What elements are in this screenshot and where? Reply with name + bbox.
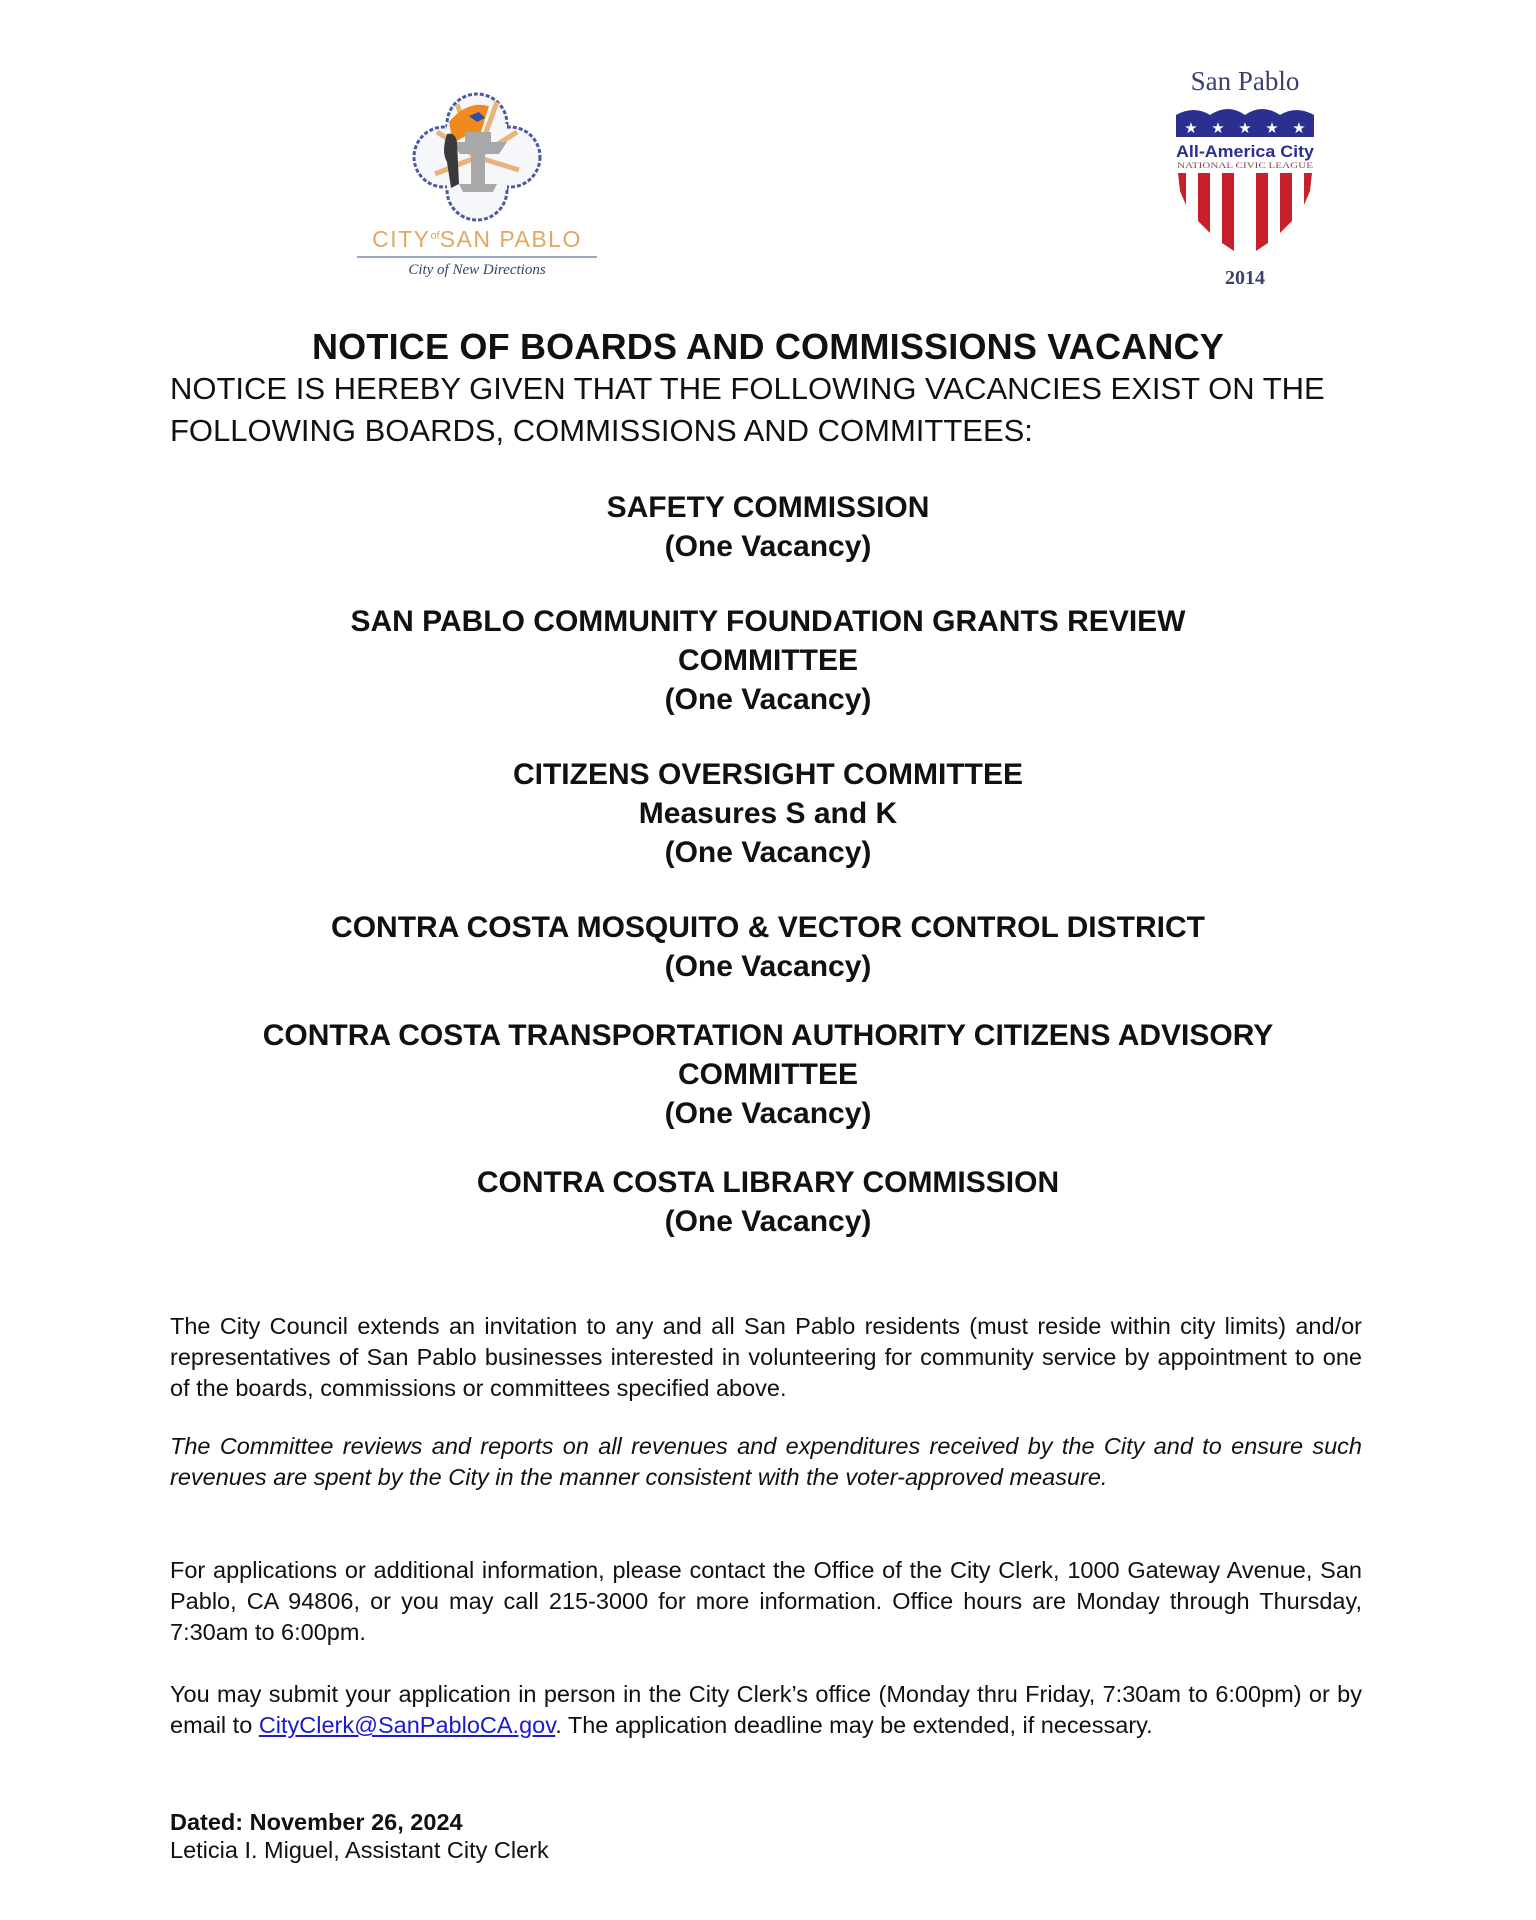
notice-title: NOTICE OF BOARDS AND COMMISSIONS VACANCY [311,326,1225,367]
city-of-san-pablo-logo [352,92,602,292]
vacancy-item [0,488,1536,566]
board-name: CONTRA COSTA TRANSPORTATION AUTHORITY CITIZENS ADVISORY COMMITTEE [262,1019,1274,1091]
committee-note-paragraph: The Committee reviews and reports on all revenues and expenditures received by the City and to ensure such revenues are spent by the City in the manner consistent with the voter-approved measure. [170,1433,1362,1490]
logo-divider [357,256,597,258]
board-name: CONTRA COSTA MOSQUITO & VECTOR CONTROL DISTRICT [331,911,1205,944]
submission-paragraph: You may submit your application in person in the City Clerk’s office (Monday thru Friday, 7:30am to 6:00pm) or by email to CityClerk@SanPabloCA.gov. The application deadline may be extended, if necessary. [170,1681,1362,1738]
board-name: SAN PABLO COMMUNITY FOUNDATION GRANTS REVIEW COMMITTEE [350,605,1186,677]
all-america-city-logo [1170,68,1320,290]
signoff [170,1808,549,1864]
aac-title: San Pablo [1190,66,1300,96]
vacancy-count: (One Vacancy) [664,1097,872,1130]
board-name: SAFETY COMMISSION [606,491,930,524]
vacancy-item [0,1016,1536,1133]
board-subtitle: Measures S and K [638,797,898,830]
city-tagline: City of New Directions [408,262,546,278]
invitation-paragraph: The City Council extends an invitation to any and all San Pablo residents (must reside within city limits) and/or representatives of San Pablo businesses interested in volunteering for community service by appointment to one of the boards, commissions or committees specified above. [170,1313,1362,1401]
aac-year: 2014 [1225,267,1265,289]
vacancy-item [0,1163,1536,1241]
aac-banner-text: All-America City [1176,142,1315,161]
vacancy-count: (One Vacancy) [664,1205,872,1238]
dated-line: Dated: November 26, 2024 [170,1809,463,1835]
svg-text:★: ★ [1292,119,1306,137]
vacancy-item [0,602,1536,719]
vacancy-count: (One Vacancy) [664,950,872,983]
vacancy-count: (One Vacancy) [664,683,872,716]
svg-text:★: ★ [1184,119,1198,137]
svg-text:NATIONAL CIVIC LEAGUE: NATIONAL CIVIC LEAGUE [1177,161,1314,170]
vacancy-item [0,908,1536,986]
city-name: $CITY^{of}SAN$ PABLO [372,226,582,252]
contact-info-paragraph: For applications or additional information, please contact the Office of the City Clerk, 1000 Gateway Avenue, San Pablo, CA 94806, or you may call 215-3000 for more information. Office hours are Monday through Thursday, 7:30am to 6:00pm. [170,1557,1362,1645]
vacancy-list [0,488,1536,1269]
notice-intro: NOTICE IS HEREBY GIVEN THAT THE FOLLOWING VACANCIES EXIST ON THE FOLLOWING BOARDS, COMMISSIONS AND COMMITTEES: [170,371,1325,448]
vacancy-count: (One Vacancy) [664,836,872,869]
city-seal-icon [407,92,547,222]
signer-line: Leticia I. Miguel, Assistant City Clerk [170,1837,549,1863]
vacancy-item [0,755,1536,872]
vacancy-count: (One Vacancy) [664,530,872,563]
shield-icon [1174,101,1316,263]
board-name: CONTRA COSTA LIBRARY COMMISSION [476,1166,1060,1199]
svg-text:★: ★ [1265,119,1279,137]
email-link[interactable]: CityClerk@SanPabloCA.gov [258,1712,556,1738]
svg-text:★: ★ [1211,119,1225,137]
svg-text:★: ★ [1238,119,1252,137]
board-name: CITIZENS OVERSIGHT COMMITTEE [512,758,1023,791]
